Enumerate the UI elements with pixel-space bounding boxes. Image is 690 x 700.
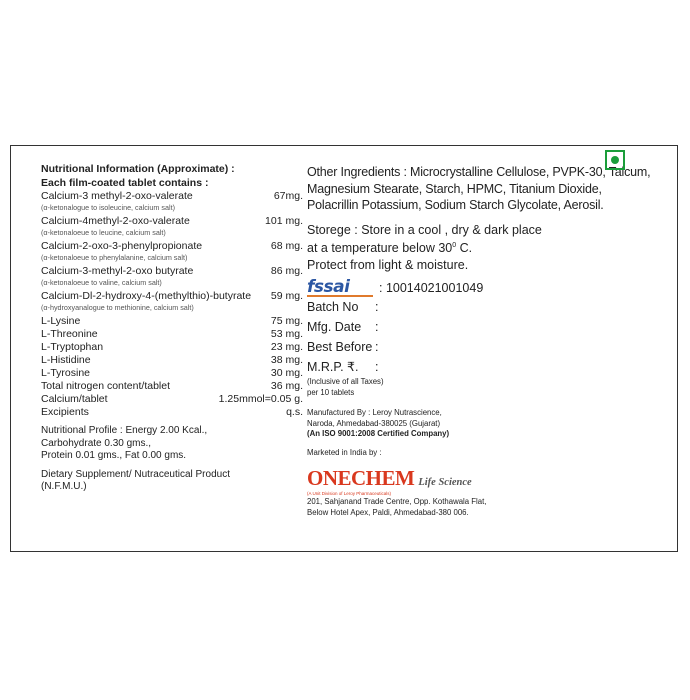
nutrition-item [41,215,303,238]
best-before-field [307,337,667,357]
brand-name: ONECHEM [307,466,415,491]
amino-qty: 23 mg. [270,341,303,353]
storage-line: Storege : Store in a cool , dry & dark place [307,222,542,237]
item-qty: 59 mg. [270,290,303,302]
amino-qty: q.s. [286,406,303,418]
amino-name: L-Lysine [41,315,81,327]
brand-logo [307,466,667,491]
dietary-note [41,469,303,494]
amino-qty: 53 mg. [270,328,303,340]
amino-row [41,328,303,341]
nutrition-item [41,240,303,263]
manufacturer-line: Naroda, Ahmedabad-380025 (Gujarat) [307,418,441,428]
field-colon: : [375,340,379,355]
amino-row [41,393,303,406]
amino-row [41,315,303,328]
item-note: (α-hydroxyanalogue to methionine, calcium salt) [41,303,194,312]
amino-name: Excipients [41,406,89,418]
nutritional-profile [41,425,303,463]
nutrition-title: Nutritional Information (Approximate) : [41,163,235,175]
marketer-info [307,448,667,519]
field-label: Batch No [307,300,359,315]
amino-row [41,406,303,419]
item-qty: 101 mg. [265,215,303,227]
fssai-row [307,279,667,297]
ingredients-line: Polacrillin Potassium, Sodium Starch Glycolate, Aerosil. [307,198,604,212]
profile-line: Protein 0.01 gms., Fat 0.00 gms. [41,450,187,461]
brand-tagline: (A Unit Division of Leroy Pharmaceuticals) [307,491,392,497]
fssai-license: : 10014021001049 [379,281,484,296]
storage-instructions [307,222,667,274]
amino-row [41,341,303,354]
amino-qty: 36 mg. [270,380,303,392]
amino-row [41,380,303,393]
item-name: Calcium-3 methyl-2-oxo-valerate [41,190,193,202]
veg-mark-icon [605,150,625,170]
profile-line: Nutritional Profile : Energy 2.00 Kcal., [41,425,208,436]
item-name: Calcium-Dl-2-hydroxy-4-(methylthio)-butyrate [41,290,252,302]
amino-name: L-Tryptophan [41,341,104,353]
marketer-intro: Marketed in India by : [307,447,382,457]
label-panel [10,145,678,552]
amino-qty: 75 mg. [270,315,303,327]
ingredients-line: Magnesium Stearate, Starch, HPMC, Titanium Dioxide, [307,181,602,196]
item-qty: 86 mg. [270,265,303,277]
amino-qty: 30 mg. [270,367,303,379]
dietary-line: (N.F.M.U.) [41,481,87,492]
field-colon: : [375,300,379,315]
field-colon: : [375,360,379,375]
item-qty: 67mg. [273,190,303,202]
mfg-date-field [307,317,667,337]
nutrition-column [41,162,303,494]
profile-line: Carbohydrate 0.30 gms., [41,437,152,449]
storage-line: Protect from light & moisture. [307,257,469,272]
item-name: Calcium-3-methyl-2-oxo butyrate [41,265,194,277]
field-label: Best Before [307,340,373,355]
price-note: per 10 tablets [307,387,355,397]
address-line: Below Hotel Apex, Paldi, Ahmedabad-380 006. [307,507,469,517]
manufacturer-line: Manufactured By : Leroy Nutrascience, [307,408,442,418]
degree-mark: 0 [452,242,457,249]
item-note: (α-ketonaloeue to valine, calcium salt) [41,278,162,287]
amino-row [41,367,303,380]
info-column [307,164,667,518]
storage-line [307,238,667,257]
storage-unit: C. [456,241,473,256]
amino-name: L-Histidine [41,354,91,366]
amino-qty: 1.25mmol=0.05 g. [218,393,303,405]
price-note: (Inclusive of all Taxes) [307,377,384,387]
field-colon: : [375,320,379,335]
veg-dot [611,156,619,164]
nutrition-item [41,290,303,313]
iso-certification: (An ISO 9001:2008 Certified Company) [307,429,450,439]
brand-subtitle: Life Science [418,477,472,489]
amino-name: Calcium/tablet [41,393,108,405]
field-label: Mfg. Date [307,320,362,335]
dietary-line: Dietary Supplement/ Nutraceutical Product [41,468,230,480]
amino-name: Total nitrogen content/tablet [41,380,171,392]
batch-field [307,297,667,317]
item-note: (α-ketonaloeue to leucine, calcium salt) [41,228,166,237]
storage-text: at a temperature below 30 [307,241,453,256]
nutrition-subtitle: Each film-coated tablet contains : [41,177,209,189]
item-qty: 68 mg. [270,240,303,252]
field-label: M.R.P. ₹. [307,360,359,375]
other-ingredients [307,164,667,214]
amino-name: L-Tyrosine [41,367,91,379]
amino-row [41,354,303,367]
mrp-field [307,357,667,377]
nutrition-item [41,265,303,288]
nutrition-item [41,190,303,213]
ingredients-line: Other Ingredients : Microcrystalline Cellulose, PVPK-30, Talcum, [307,165,651,179]
amino-name: L-Threonine [41,328,98,340]
address-line: 201, Sahjanand Trade Centre, Opp. Kothawala Flat, [307,497,487,507]
item-name: Calcium-4methyl-2-oxo-valerate [41,215,190,227]
amino-qty: 38 mg. [270,354,303,366]
manufacturer-info [307,408,667,440]
item-note: (α-ketonaloeue to phenylalanine, calcium salt) [41,253,188,262]
item-name: Calcium-2-oxo-3-phenylpropionate [41,240,203,252]
fssai-logo: fssai [307,279,373,297]
item-note: (α-ketonalogue to isoleucine, calcium salt) [41,203,175,212]
